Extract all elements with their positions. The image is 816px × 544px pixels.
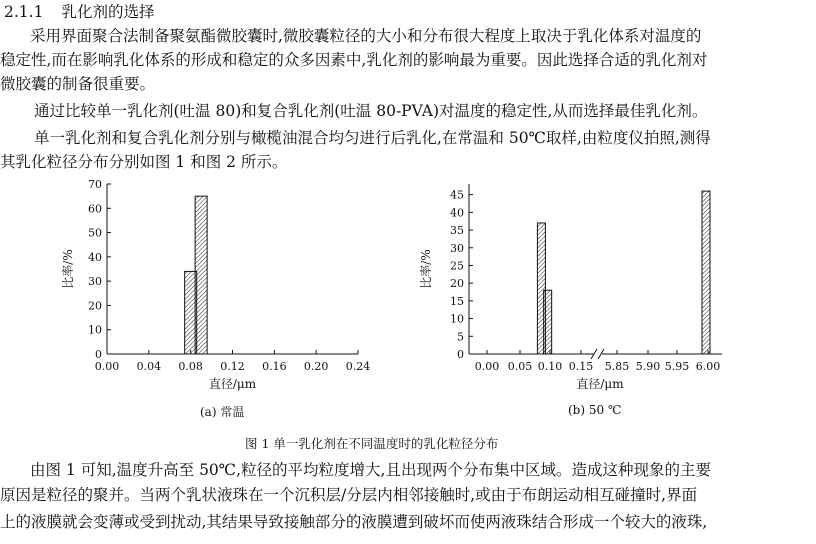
y-tick-label: 70 <box>88 178 102 191</box>
y-tick-label: 10 <box>450 312 464 326</box>
bar <box>544 290 552 354</box>
y-axis-label: 比率/% <box>61 249 75 289</box>
subcaption-b: (b) 50 ℃ <box>568 403 622 417</box>
y-tick-label: 0 <box>457 348 464 361</box>
y-tick-label: 30 <box>450 241 464 255</box>
paragraph-line: 单一乳化剂和复合乳化剂分别与橄榄油混合均匀进行后乳化,在常温和 50℃取样,由粒度仪拍照,测得 <box>34 129 711 147</box>
paragraph-line: 原因是粒径的聚并。当两个乳状液珠在一个沉积层/分层内相邻接触时,或由于布朗运动相互碰撞时,界面 <box>0 486 698 504</box>
chart-a <box>60 178 370 391</box>
paragraph-line: 稳定性,而在影响乳化体系的形成和稳定的众多因素中,乳化剂的影响最为重要。因此选择合适的乳化剂对 <box>0 51 708 69</box>
paragraph-line: 上的液膜就会变薄或受到扰动,其结果导致接触部分的液膜遭到破坏而使两液珠结合形成一个较大的液珠, <box>0 513 708 531</box>
section-number: 2.1.1 <box>4 3 44 21</box>
x-tick-label: 0.10 <box>537 360 563 373</box>
y-tick-label: 20 <box>88 299 102 313</box>
x-tick-label: 0.04 <box>136 360 162 373</box>
x-tick-label: 6.00 <box>695 360 721 373</box>
figure-caption: 图 1 单一乳化剂在不同温度时的乳化粒径分布 <box>245 436 499 451</box>
bar <box>195 196 207 354</box>
x-axis-label: 直径/μm <box>208 377 257 391</box>
x-tick-label: 0.20 <box>303 360 329 373</box>
figure-svg <box>0 170 816 470</box>
y-tick-label: 60 <box>88 202 102 216</box>
y-tick-label: 0 <box>95 348 102 361</box>
y-tick-label: 45 <box>450 188 464 202</box>
x-tick-label: 5.95 <box>664 360 690 373</box>
x-axis-label: 直径/μm <box>576 377 624 391</box>
y-axis-label: 比率/% <box>419 249 433 289</box>
paragraph-line: 通过比较单一乳化剂(吐温 80)和复合乳化剂(吐温 80-PVA)对温度的稳定性,从而选择最佳乳化剂。 <box>34 102 708 120</box>
x-tick-label: 0.00 <box>94 360 120 373</box>
y-tick-label: 20 <box>450 277 464 291</box>
paragraph-line: 其乳化粒径分布分别如图 1 和图 2 所示。 <box>0 153 288 171</box>
chart-b <box>418 184 722 391</box>
section-heading <box>4 0 154 22</box>
x-tick-label: 5.85 <box>604 360 630 373</box>
x-tick-label: 0.12 <box>220 360 245 373</box>
y-tick-label: 40 <box>450 206 464 220</box>
paragraph-line: 由图 1 可知,温度升高至 50℃,粒径的平均粒度增大,且出现两个分布集中区域。造成这种现象的主要 <box>30 461 711 479</box>
y-tick-label: 50 <box>88 226 102 240</box>
y-tick-label: 5 <box>457 330 464 344</box>
y-tick-label: 15 <box>450 294 464 308</box>
x-tick-label: 0.24 <box>345 360 371 373</box>
x-tick-label: 0.08 <box>178 360 203 373</box>
y-tick-label: 35 <box>450 224 464 238</box>
section-title: 乳化剂的选择 <box>61 3 155 21</box>
x-tick-label: 0.15 <box>568 360 594 373</box>
bar <box>702 191 710 354</box>
paragraph-line: 采用界面聚合法制备聚氨酯微胶囊时,微胶囊粒径的大小和分布很大程度上取决于乳化体系对温度的 <box>30 27 702 45</box>
y-tick-label: 40 <box>88 250 102 264</box>
y-tick-label: 25 <box>450 259 464 273</box>
subcaption-a: (a) 常温 <box>200 405 245 419</box>
x-tick-label: 0.00 <box>474 360 500 373</box>
paragraph-line: 微胶囊的制备很重要。 <box>0 75 156 93</box>
x-tick-label: 0.16 <box>262 360 287 373</box>
x-tick-label: 5.90 <box>635 360 661 373</box>
y-tick-label: 30 <box>88 275 102 289</box>
y-tick-label: 10 <box>88 323 102 337</box>
x-tick-label: 0.05 <box>507 360 533 373</box>
